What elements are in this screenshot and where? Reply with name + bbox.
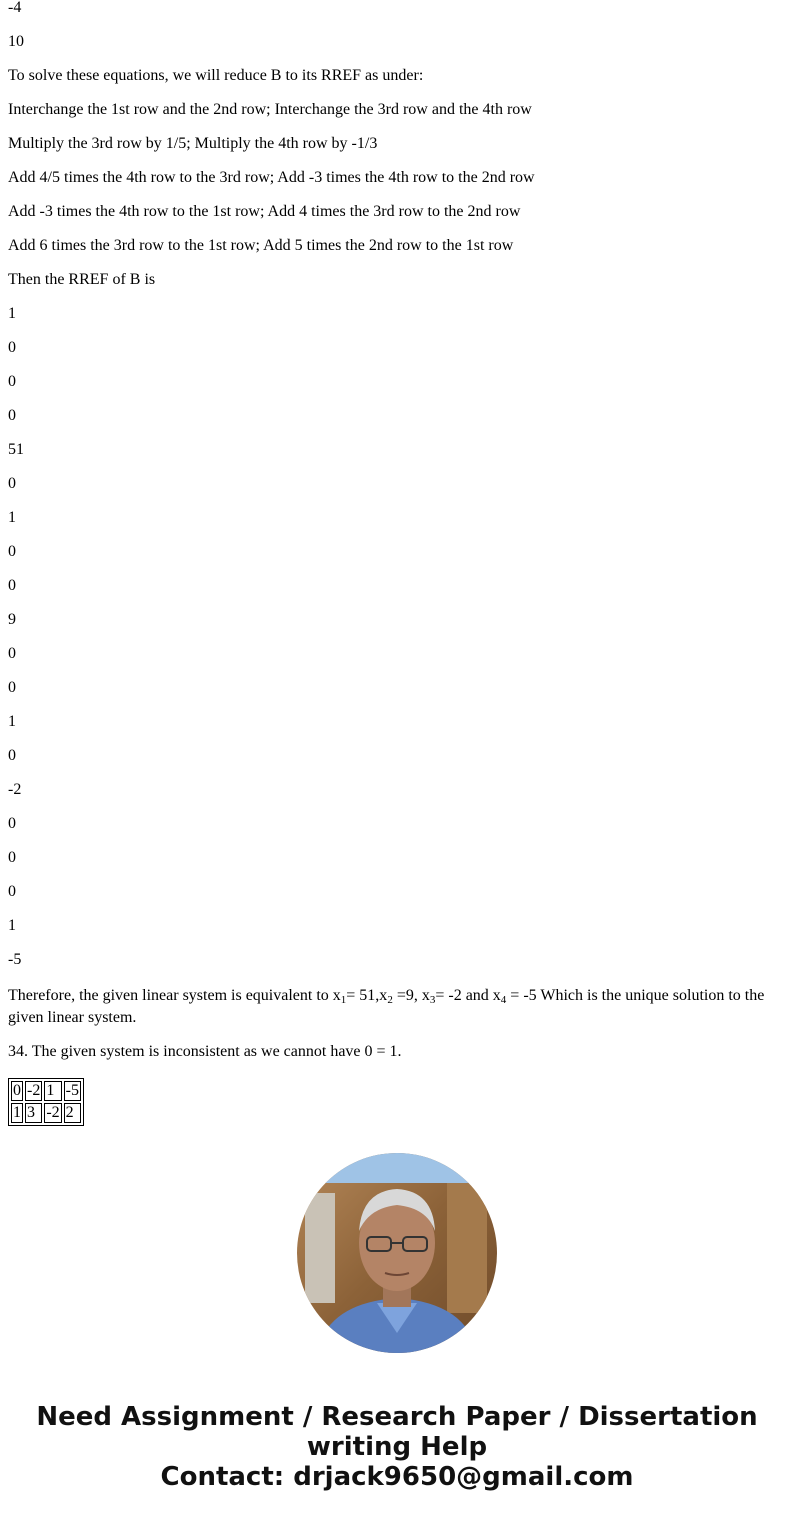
rref-value: 0 xyxy=(8,373,16,390)
rref-value: 9 xyxy=(8,611,16,628)
rref-value: 0 xyxy=(8,883,16,900)
matrix-cell: 0 xyxy=(13,1082,21,1099)
rref-value: 1 xyxy=(8,713,16,730)
step-line: Add -3 times the 4th row to the 1st row; Add 4 times the 3rd row to the 2nd row xyxy=(8,203,521,220)
rref-value: 1 xyxy=(8,509,16,526)
rref-value: 51 xyxy=(8,441,24,458)
rref-value: 0 xyxy=(8,645,16,662)
promo-footer xyxy=(0,1402,794,1492)
author-photo xyxy=(297,1153,497,1353)
rref-value: 0 xyxy=(8,815,16,832)
rref-value: 1 xyxy=(8,305,16,322)
matrix-cell: 2 xyxy=(64,1103,81,1123)
rref-value: -2 xyxy=(8,781,22,798)
promo-line: writing Help xyxy=(306,1432,488,1462)
step-line: Add 6 times the 3rd row to the 1st row; Add 5 times the 2nd row to the 1st row xyxy=(8,237,514,254)
rref-value-list xyxy=(8,297,786,977)
matrix-cell: 3 xyxy=(25,1103,42,1123)
augmented-matrix-table xyxy=(8,1078,84,1126)
promo-line: Need Assignment / Research Paper / Dissertation xyxy=(36,1402,758,1432)
matrix-cell: -2 xyxy=(46,1104,60,1121)
value-line: 10 xyxy=(8,33,24,50)
contact-line: Contact: drjack9650@gmail.com xyxy=(160,1462,634,1492)
matrix-cell: -2 xyxy=(27,1082,41,1099)
rref-value: 1 xyxy=(8,917,16,934)
matrix-row xyxy=(11,1081,81,1101)
rref-result-intro: Then the RREF of B is xyxy=(8,271,156,288)
author-avatar xyxy=(297,1153,497,1353)
step-line: Interchange the 1st row and the 2nd row; Interchange the 3rd row and the 4th row xyxy=(8,101,532,118)
rref-value: 0 xyxy=(8,475,16,492)
conclusion-text: Therefore, the given linear system is equivalent to $x_1= 51,x_2 =9$, $x_3= -2$ and $x_4 = -5$ Which is the unique solution to the given linear system. xyxy=(8,987,765,1026)
step-line: Multiply the 3rd row by 1/5; Multiply the 4th row by -1/3 xyxy=(8,135,378,152)
rref-value: 0 xyxy=(8,407,16,424)
problem-34-text: 34. The given system is inconsistent as we cannot have 0 = 1. xyxy=(8,1043,402,1060)
document-body xyxy=(8,0,786,1126)
matrix-row xyxy=(11,1103,81,1123)
rref-value: 0 xyxy=(8,339,16,356)
rref-value: 0 xyxy=(8,543,16,560)
rref-value: -5 xyxy=(8,951,22,968)
value-line: -4 xyxy=(8,0,22,16)
rref-value: 0 xyxy=(8,679,16,696)
step-line: Add 4/5 times the 4th row to the 3rd row; Add -3 times the 4th row to the 2nd row xyxy=(8,169,535,186)
rref-value: 0 xyxy=(8,747,16,764)
rref-value: 0 xyxy=(8,577,16,594)
matrix-cell: 1 xyxy=(13,1104,21,1121)
matrix-cell: 1 xyxy=(44,1081,61,1101)
rref-intro-text: To solve these equations, we will reduce B to its RREF as under: xyxy=(8,67,424,84)
matrix-cell: -5 xyxy=(65,1082,79,1099)
rref-value: 0 xyxy=(8,849,16,866)
